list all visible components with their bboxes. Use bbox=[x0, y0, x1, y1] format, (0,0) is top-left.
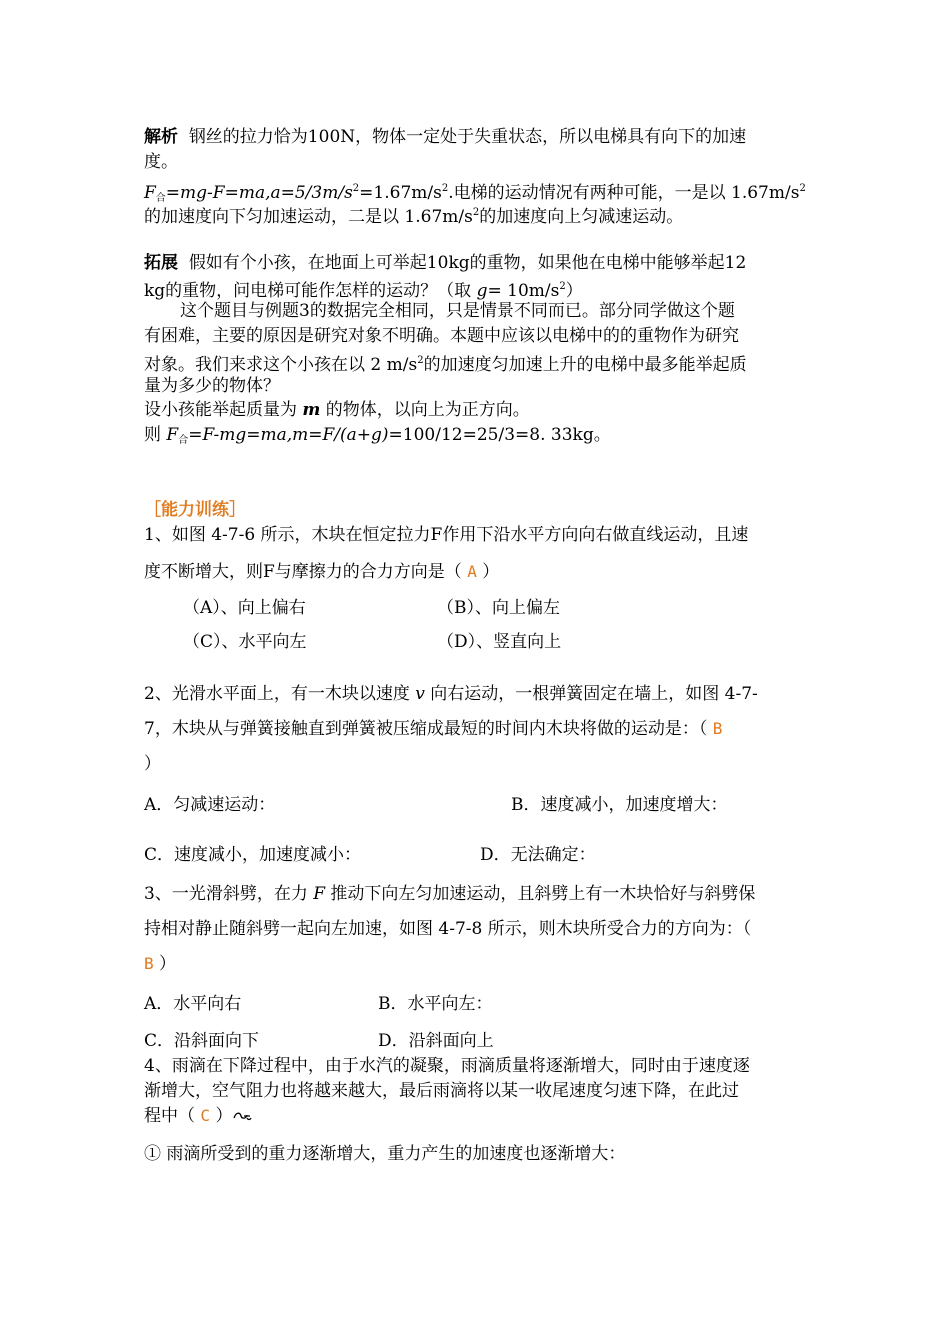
q4-line-1: 4、雨滴在下降过程中，由于水汽的凝聚，雨滴质量将逐渐增大，同时由于速度逐 bbox=[144, 1056, 750, 1076]
q3-line-1: 3、一光滑斜劈，在力 F 推动下向左匀加速运动，且斜劈上有一木块恰好与斜劈保 bbox=[144, 884, 756, 904]
q2-option-d: D．无法确定： bbox=[480, 845, 596, 865]
q2-option-a: A．匀减速运动： bbox=[144, 795, 276, 815]
q3-answer: B bbox=[144, 954, 154, 973]
extension-para-4: 量为多少的物体？ bbox=[144, 376, 280, 396]
q4-statement-1: ① 雨滴所受到的重力逐渐增大，重力产生的加速度也逐渐增大： bbox=[144, 1144, 626, 1164]
extension-line-1: 拓展 假如有个小孩，在地面上可举起10kg的重物，如果他在电梯中能够举起12 bbox=[144, 253, 747, 273]
q4-answer: C bbox=[200, 1106, 211, 1125]
q1-line-2: 度不断增大，则F与摩擦力的合力方向是（ A ） bbox=[144, 562, 500, 582]
swirl-mark-icon bbox=[232, 1110, 252, 1122]
q4-line-2: 渐增大，空气阻力也将越来越大，最后雨滴将以某一收尾速度匀速下降，在此过 bbox=[144, 1081, 739, 1101]
extension-para-1: 这个题目与例题3的数据完全相同，只是情景不同而已。部分同学做这个题 bbox=[180, 301, 735, 321]
q3-line-3: B ） bbox=[144, 954, 177, 974]
q2-option-c: C．速度减小，加速度减小： bbox=[144, 845, 362, 865]
analysis-line-4: 的加速度向下匀加速运动，二是以 $1.67m/s^2$的加速度向上匀减速运动。 bbox=[144, 207, 684, 227]
extension-para-5: 设小孩能举起质量为 m 的物体，以向上为正方向。 bbox=[144, 400, 530, 420]
analysis-line-1: 解析 钢丝的拉力恰为100N，物体一定处于失重状态，所以电梯具有向下的加速 bbox=[144, 127, 747, 147]
q2-line-2: 7，木块从与弹簧接触直到弹簧被压缩成最短的时间内木块将做的运动是：（ B bbox=[144, 719, 723, 739]
q3-option-b: B．水平向左： bbox=[378, 994, 493, 1014]
q2-answer: B bbox=[712, 719, 723, 738]
analysis-label: 解析 bbox=[144, 127, 178, 147]
q3-option-a: A．水平向右 bbox=[144, 994, 242, 1014]
q2-line-3: ） bbox=[144, 754, 161, 774]
q2-line-1: 2、光滑水平面上，有一木块以速度 v 向右运动，一根弹簧固定在墙上，如图 4-7- bbox=[144, 684, 758, 704]
q1-option-a: （A）、向上偏右 bbox=[183, 598, 306, 618]
extension-para-6: 则 $F_合=F-mg=ma,m=F/(a+g)=100/12=25/3=8$. 33kg。 bbox=[144, 425, 611, 446]
q3-line-2: 持相对静止随斜劈一起向左加速，如图 4-7-8 所示，则木块所受合力的方向为：（ bbox=[144, 919, 752, 939]
q1-answer: A bbox=[467, 562, 477, 581]
extension-label: 拓展 bbox=[144, 253, 178, 273]
analysis-line-2: 度。 bbox=[144, 152, 178, 172]
extension-para-2: 有困难，主要的原因是研究对象不明确。本题中应该以电梯中的的重物作为研究 bbox=[144, 326, 739, 346]
q1-option-d: （D）、竖直向上 bbox=[437, 632, 562, 652]
q2-option-b: B．速度减小，加速度增大： bbox=[511, 795, 728, 815]
extension-line-2: kg的重物，问电梯可能作怎样的运动？（取 $g= 10m/s^2$） bbox=[144, 281, 583, 301]
analysis-formula-line: $F_合=mg-F=ma,a=5/3m/s^2=1.67m/s^2$.电梯的运动情况有两种可能，一是以 $1.67m/s^2$ bbox=[144, 183, 806, 204]
q1-option-c: （C）、水平向左 bbox=[183, 632, 307, 652]
q3-option-c: C．沿斜面向下 bbox=[144, 1031, 260, 1051]
q3-option-d: D．沿斜面向上 bbox=[378, 1031, 494, 1051]
q1-line-1: 1、如图 4-7-6 所示，木块在恒定拉力F作用下沿水平方向向右做直线运动，且速 bbox=[144, 525, 749, 545]
q4-line-3: 程中（ C ） bbox=[144, 1105, 252, 1127]
training-heading: ［能力训练］ bbox=[144, 500, 246, 520]
q1-option-b: （B）、向上偏左 bbox=[437, 598, 560, 618]
extension-para-3: 对象。我们来求这个小孩在以 2 $m/s^2$的加速度匀加速上升的电梯中最多能举起质 bbox=[144, 355, 747, 375]
